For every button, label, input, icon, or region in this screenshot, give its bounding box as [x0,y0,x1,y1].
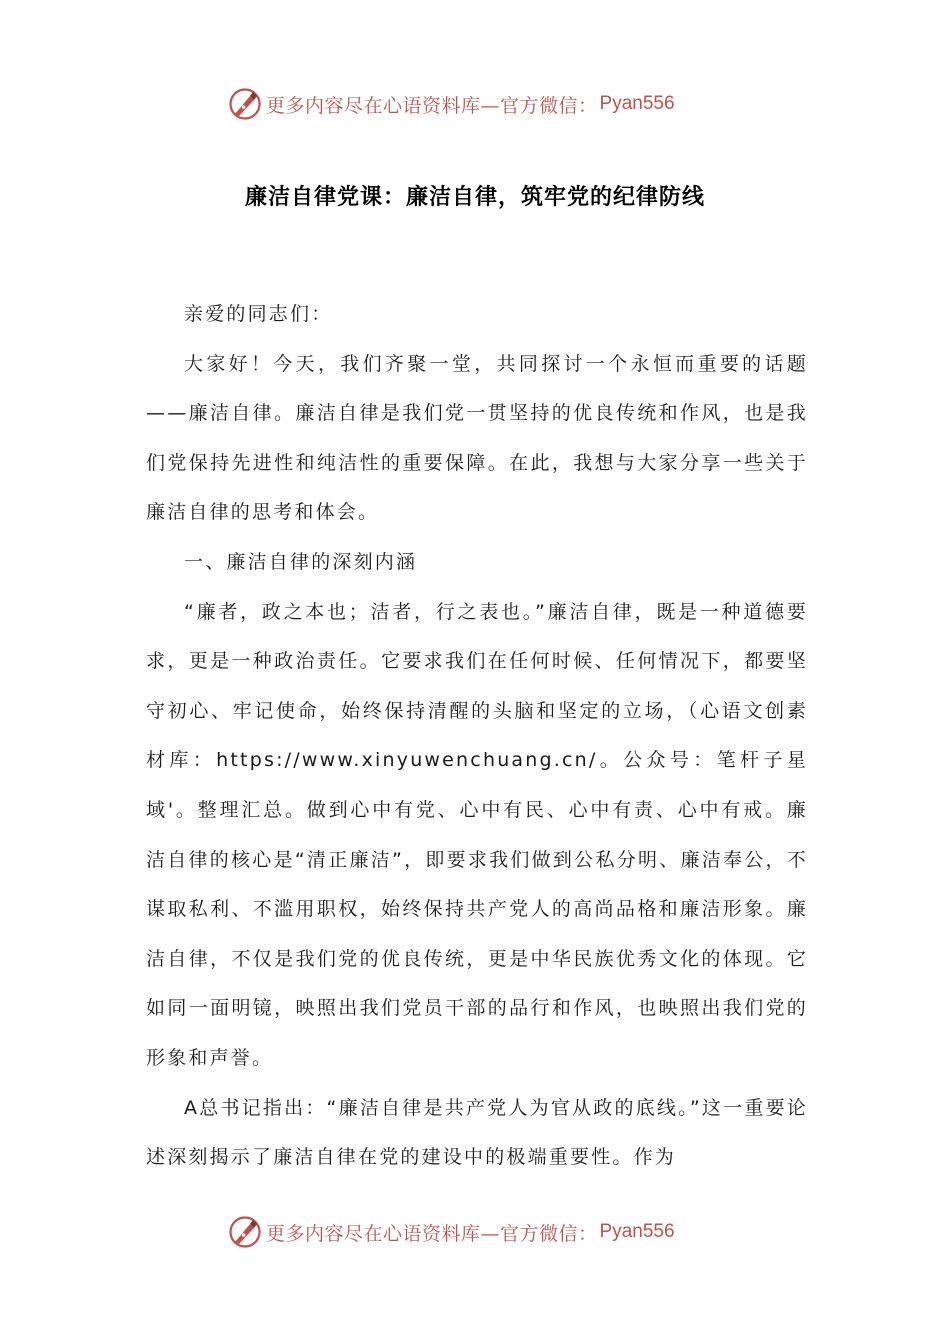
body-paragraph: 大家好！今天，我们齐聚一堂，共同探讨一个永恒而重要的话题——廉洁自律。廉洁自律是我们党一贯坚持的优良传统和作风，也是我们党保持先进性和纯洁性的重要保障。在此，我想与大家分享一些关于廉洁自律的思考和体会。 [146,352,808,524]
pen-nib-logo-icon [228,1215,262,1249]
watermark-header [228,86,675,122]
watermark-wechat-account: Pyan556 [599,93,675,114]
salutation: 亲爱的同志们： [184,303,333,325]
watermark-text: 更多内容尽在心语资料库—官方微信： [266,94,598,117]
document-title: 廉洁自律党课：廉洁自律，筑牢党的纪律防线 [244,185,705,210]
pen-nib-logo-icon [228,87,262,121]
watermark-footer [228,1214,675,1250]
body-paragraph: A总书记指出：“廉洁自律是共产党人为官从政的底线。”这一重要论述深刻揭示了廉洁自律在党的建设中的极端重要性。作为 [146,1096,808,1169]
section-heading: 一、廉洁自律的深刻内涵 [184,550,418,573]
document-body [146,290,808,1183]
watermark-text: 更多内容尽在心语资料库—官方微信： [266,1222,598,1245]
body-paragraph: “廉者，政之本也；洁者，行之表也。”廉洁自律，既是一种道德要求，更是一种政治责任。它要求我们在任何时候、任何情况下，都要坚守初心、牢记使命，始终保持清醒的头脑和坚定的立场，（心语文创素材库：https://www.xinyuwenchuang.cn/。公众号：笔杆子星域'。整理汇总。做到心中有党、心中有民、心中有责、心中有戒。廉洁自律的核心是“清正廉洁”，即要求我们做到公私分明、廉洁奉公，不谋取私利、不滥用职权，始终保持共产党人的高尚品格和廉洁形象。廉洁自律，不仅是我们党的优良传统，更是中华民族优秀文化的体现。它如同一面明镜，映照出我们党员干部的品行和作风，也映照出我们党的形象和声誉。 [146,600,808,1069]
watermark-wechat-account: Pyan556 [599,1221,675,1242]
